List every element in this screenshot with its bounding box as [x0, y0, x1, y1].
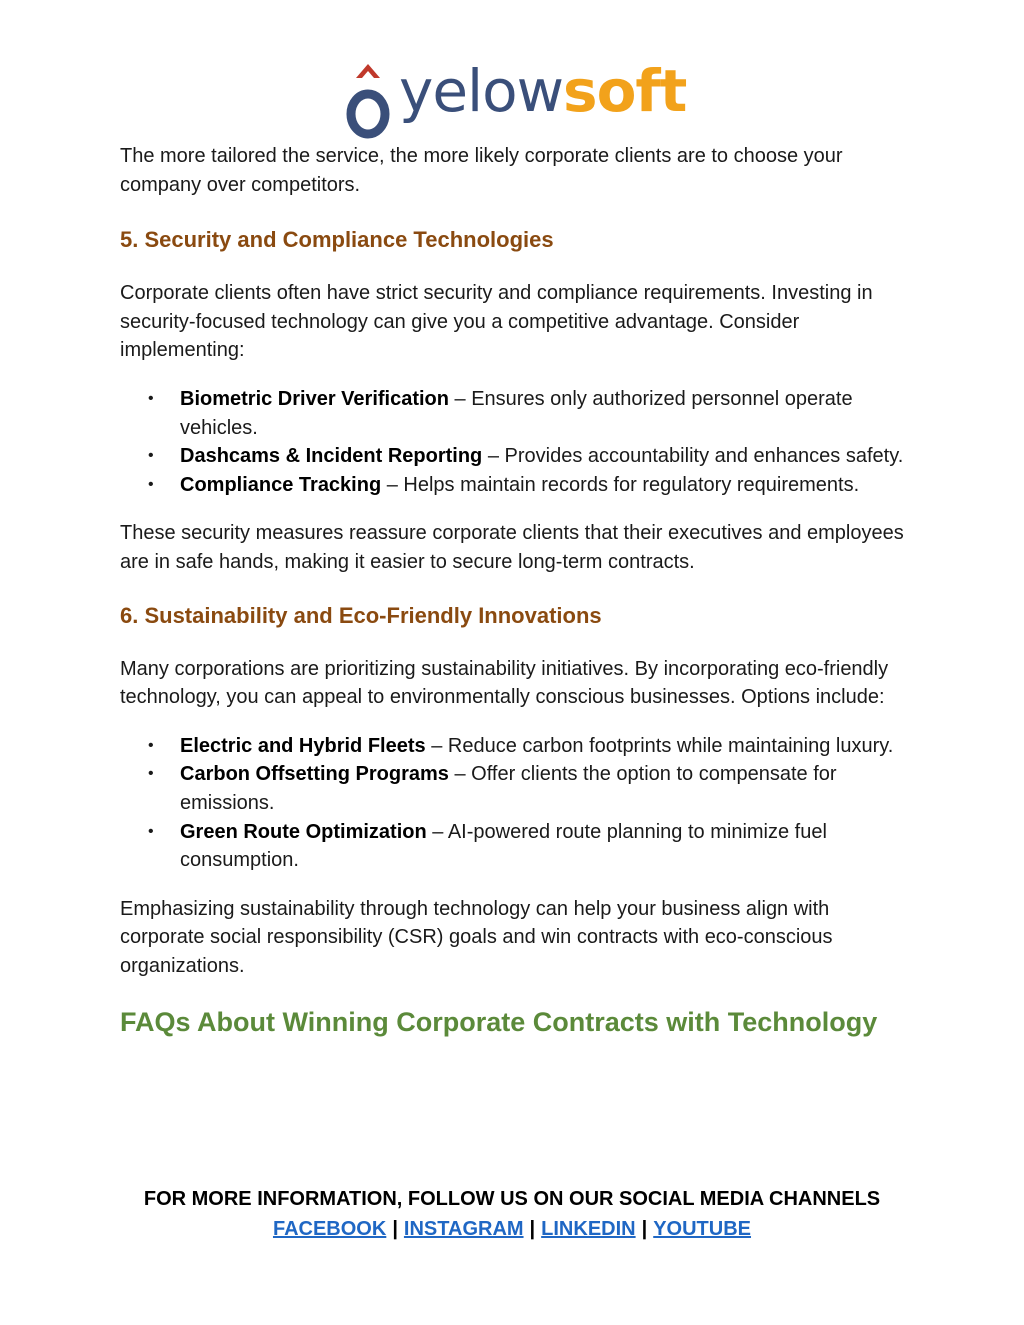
intro-paragraph: The more tailored the service, the more likely corporate clients are to choose your company over competitors. — [120, 145, 843, 196]
list-item — [120, 818, 910, 875]
section-5-intro: Corporate clients often have strict security and compliance requirements. Investing in security-focused technology can give you a competitive advantage. Consider implementing: — [120, 282, 873, 362]
list-item-term: Green Route Optimization — [180, 820, 427, 843]
list-item — [120, 732, 910, 761]
logo-mark-icon — [345, 62, 391, 142]
bullet-icon: • — [148, 765, 154, 783]
logo-word-main: yelow — [399, 57, 564, 125]
section-6-list — [120, 732, 910, 875]
article-body — [120, 142, 910, 1040]
list-item-term: Electric and Hybrid Fleets — [180, 734, 426, 757]
linkedin-link[interactable]: LINKEDIN — [541, 1218, 636, 1240]
instagram-link[interactable]: INSTAGRAM — [403, 1218, 524, 1240]
bullet-icon: • — [148, 822, 154, 840]
logo-word-accent: soft — [563, 57, 687, 125]
bullet-icon: • — [148, 447, 154, 465]
bullet-icon: • — [148, 389, 154, 407]
list-item-desc: – AI-powered route planning to minimize fuel consumption. — [180, 820, 827, 872]
footer-title: FOR MORE INFORMATION, FOLLOW US ON OUR SOCIAL MEDIA CHANNELS — [143, 1188, 881, 1210]
list-item-term: Compliance Tracking — [180, 473, 382, 496]
link-separator: | — [529, 1218, 536, 1240]
social-links — [0, 1214, 1024, 1244]
yelowsoft-logo — [345, 52, 685, 142]
list-item-desc: – Helps maintain records for regulatory requirements. — [381, 473, 860, 496]
list-item-term: Carbon Offsetting Programs — [180, 763, 449, 786]
list-item — [120, 385, 910, 442]
section-5-heading: 5. Security and Compliance Technologies — [120, 227, 554, 253]
list-item — [120, 471, 910, 500]
youtube-link[interactable]: YOUTUBE — [653, 1218, 752, 1240]
list-item-desc: – Reduce carbon footprints while maintaining luxury. — [425, 734, 894, 757]
section-5-outro: These security measures reassure corporate clients that their executives and employees are in safe hands, making it easier to secure long-term contracts. — [120, 522, 904, 573]
section-6-outro: Emphasizing sustainability through technology can help your business align with corporate social responsibility (CSR) goals and win contracts with eco-conscious organizations. — [120, 897, 833, 977]
list-item-term: Biometric Driver Verification — [180, 387, 449, 410]
link-separator: | — [392, 1218, 398, 1240]
bullet-icon: • — [148, 736, 154, 754]
faq-heading: FAQs About Winning Corporate Contracts with Technology — [120, 1007, 878, 1038]
section-6-intro: Many corporations are prioritizing sustainability initiatives. By incorporating eco-friendly technology, you can appeal to environmentally conscious businesses. Options include: — [120, 657, 889, 709]
list-item-desc: – Provides accountability and enhances safety. — [482, 445, 904, 468]
list-item-term: Dashcams & Incident Reporting — [180, 445, 483, 468]
link-separator: | — [641, 1218, 648, 1240]
facebook-link[interactable]: FACEBOOK — [272, 1218, 387, 1240]
bullet-icon: • — [148, 475, 154, 493]
section-6-heading: 6. Sustainability and Eco-Friendly Innovations — [120, 602, 602, 628]
list-item — [120, 760, 910, 817]
section-5-list — [120, 385, 910, 499]
list-item-desc: – Ensures only authorized personnel operate vehicles. — [180, 387, 853, 439]
list-item-desc: – Offer clients the option to compensate for emissions. — [180, 763, 837, 814]
footer — [0, 1184, 1024, 1244]
list-item — [120, 442, 910, 471]
